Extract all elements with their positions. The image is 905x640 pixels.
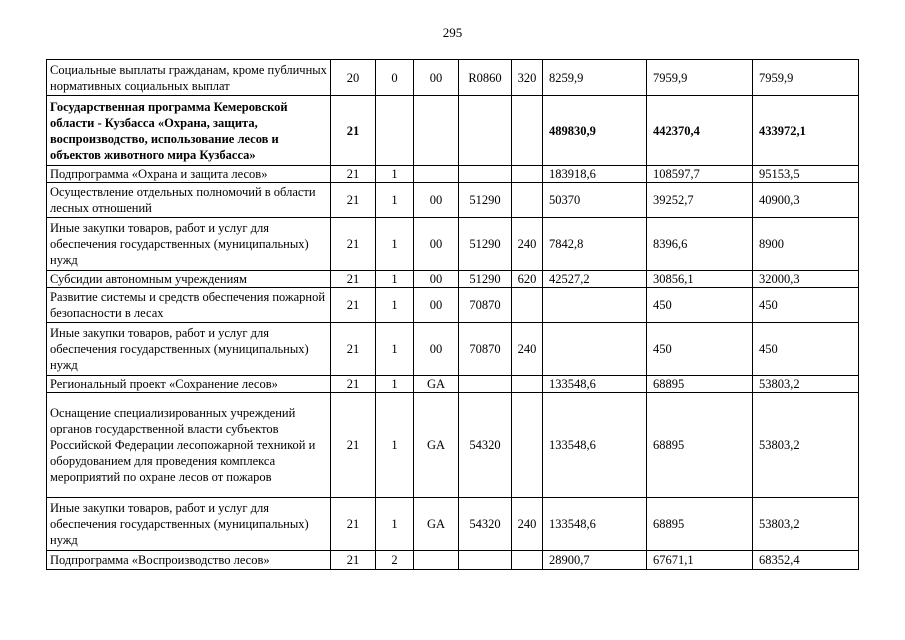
table-row bbox=[47, 271, 859, 288]
code-c-cell: GA bbox=[414, 393, 459, 498]
code-c-cell bbox=[414, 166, 459, 183]
code-d-cell: 51290 bbox=[459, 271, 512, 288]
code-a-cell: 21 bbox=[331, 183, 376, 218]
value-2-cell: 67671,1 bbox=[647, 551, 753, 570]
code-d-cell bbox=[459, 376, 512, 393]
code-c-cell: GA bbox=[414, 376, 459, 393]
value-3-cell: 53803,2 bbox=[753, 393, 859, 498]
value-1-cell bbox=[543, 288, 647, 323]
code-b-cell: 1 bbox=[376, 218, 414, 271]
row-name-cell: Подпрограмма «Воспроизводство лесов» bbox=[47, 551, 331, 570]
code-e-cell bbox=[512, 288, 543, 323]
code-a-cell: 21 bbox=[331, 271, 376, 288]
code-e-cell bbox=[512, 551, 543, 570]
code-e-cell: 240 bbox=[512, 323, 543, 376]
code-a-cell: 20 bbox=[331, 60, 376, 96]
code-d-cell bbox=[459, 551, 512, 570]
value-2-cell: 450 bbox=[647, 288, 753, 323]
row-name-cell: Иные закупки товаров, работ и услуг для обеспечения государственных (муниципальных) нужд bbox=[47, 323, 331, 376]
value-2-cell: 442370,4 bbox=[647, 96, 753, 166]
page-number: 295 bbox=[442, 25, 463, 40]
row-name-cell: Региональный проект «Сохранение лесов» bbox=[47, 376, 331, 393]
code-b-cell: 1 bbox=[376, 376, 414, 393]
row-name-cell: Государственная программа Кемеровской области - Кузбасса «Охрана, защита, воспроизводство, использование лесов и объектов животного мира Кузбасса» bbox=[47, 96, 331, 166]
value-2-cell: 68895 bbox=[647, 393, 753, 498]
table-row bbox=[47, 498, 859, 551]
row-name-cell: Развитие системы и средств обеспечения пожарной безопасности в лесах bbox=[47, 288, 331, 323]
code-c-cell: 00 bbox=[414, 288, 459, 323]
code-d-cell: 54320 bbox=[459, 393, 512, 498]
code-c-cell: 00 bbox=[414, 271, 459, 288]
table-row bbox=[47, 288, 859, 323]
value-2-cell: 68895 bbox=[647, 498, 753, 551]
value-3-cell: 53803,2 bbox=[753, 498, 859, 551]
value-1-cell: 489830,9 bbox=[543, 96, 647, 166]
value-3-cell: 450 bbox=[753, 323, 859, 376]
value-3-cell: 8900 bbox=[753, 218, 859, 271]
value-1-cell: 133548,6 bbox=[543, 376, 647, 393]
value-2-cell: 30856,1 bbox=[647, 271, 753, 288]
value-2-cell: 450 bbox=[647, 323, 753, 376]
code-d-cell bbox=[459, 166, 512, 183]
value-1-cell: 7842,8 bbox=[543, 218, 647, 271]
code-a-cell: 21 bbox=[331, 96, 376, 166]
budget-table bbox=[46, 59, 859, 570]
code-e-cell bbox=[512, 166, 543, 183]
code-a-cell: 21 bbox=[331, 498, 376, 551]
code-d-cell: 54320 bbox=[459, 498, 512, 551]
value-1-cell: 50370 bbox=[543, 183, 647, 218]
row-name-cell: Субсидии автономным учреждениям bbox=[47, 271, 331, 288]
code-d-cell: 51290 bbox=[459, 218, 512, 271]
code-e-cell bbox=[512, 96, 543, 166]
code-e-cell: 240 bbox=[512, 498, 543, 551]
table-row bbox=[47, 166, 859, 183]
value-2-cell: 108597,7 bbox=[647, 166, 753, 183]
code-b-cell: 1 bbox=[376, 271, 414, 288]
code-e-cell bbox=[512, 393, 543, 498]
code-b-cell: 1 bbox=[376, 166, 414, 183]
table-row bbox=[47, 96, 859, 166]
value-2-cell: 7959,9 bbox=[647, 60, 753, 96]
code-e-cell: 620 bbox=[512, 271, 543, 288]
value-2-cell: 8396,6 bbox=[647, 218, 753, 271]
table-row bbox=[47, 60, 859, 96]
row-name-cell: Социальные выплаты гражданам, кроме публичных нормативных социальных выплат bbox=[47, 60, 331, 96]
code-c-cell: 00 bbox=[414, 218, 459, 271]
value-3-cell: 450 bbox=[753, 288, 859, 323]
code-e-cell bbox=[512, 376, 543, 393]
code-e-cell: 240 bbox=[512, 218, 543, 271]
table-row bbox=[47, 551, 859, 570]
code-a-cell: 21 bbox=[331, 551, 376, 570]
row-name-cell: Оснащение специализированных учреждений органов государственной власти субъектов Российской Федерации лесопожарной техникой и оборудованием для проведения комплекса мероприятий по охране лесов от пожаров bbox=[47, 393, 331, 498]
code-c-cell bbox=[414, 551, 459, 570]
code-b-cell: 0 bbox=[376, 60, 414, 96]
value-1-cell bbox=[543, 323, 647, 376]
value-2-cell: 68895 bbox=[647, 376, 753, 393]
row-name-cell: Осуществление отдельных полномочий в области лесных отношений bbox=[47, 183, 331, 218]
code-c-cell: 00 bbox=[414, 323, 459, 376]
value-1-cell: 28900,7 bbox=[543, 551, 647, 570]
value-3-cell: 433972,1 bbox=[753, 96, 859, 166]
table-row bbox=[47, 183, 859, 218]
code-d-cell: R0860 bbox=[459, 60, 512, 96]
code-a-cell: 21 bbox=[331, 376, 376, 393]
table-row bbox=[47, 218, 859, 271]
code-b-cell: 1 bbox=[376, 323, 414, 376]
code-c-cell bbox=[414, 96, 459, 166]
code-a-cell: 21 bbox=[331, 393, 376, 498]
table-row bbox=[47, 323, 859, 376]
value-3-cell: 40900,3 bbox=[753, 183, 859, 218]
code-b-cell: 1 bbox=[376, 183, 414, 218]
value-1-cell: 133548,6 bbox=[543, 393, 647, 498]
code-d-cell: 70870 bbox=[459, 323, 512, 376]
code-b-cell: 1 bbox=[376, 393, 414, 498]
code-b-cell: 2 bbox=[376, 551, 414, 570]
value-3-cell: 68352,4 bbox=[753, 551, 859, 570]
code-c-cell: 00 bbox=[414, 60, 459, 96]
value-3-cell: 32000,3 bbox=[753, 271, 859, 288]
value-2-cell: 39252,7 bbox=[647, 183, 753, 218]
value-3-cell: 53803,2 bbox=[753, 376, 859, 393]
value-1-cell: 42527,2 bbox=[543, 271, 647, 288]
value-1-cell: 133548,6 bbox=[543, 498, 647, 551]
table-row bbox=[47, 376, 859, 393]
code-d-cell: 51290 bbox=[459, 183, 512, 218]
row-name-cell: Иные закупки товаров, работ и услуг для обеспечения государственных (муниципальных) нужд bbox=[47, 498, 331, 551]
code-d-cell bbox=[459, 96, 512, 166]
code-a-cell: 21 bbox=[331, 323, 376, 376]
value-3-cell: 95153,5 bbox=[753, 166, 859, 183]
value-1-cell: 183918,6 bbox=[543, 166, 647, 183]
row-name-cell: Иные закупки товаров, работ и услуг для обеспечения государственных (муниципальных) нужд bbox=[47, 218, 331, 271]
code-d-cell: 70870 bbox=[459, 288, 512, 323]
value-3-cell: 7959,9 bbox=[753, 60, 859, 96]
code-a-cell: 21 bbox=[331, 166, 376, 183]
code-b-cell: 1 bbox=[376, 288, 414, 323]
table-row bbox=[47, 393, 859, 498]
code-e-cell: 320 bbox=[512, 60, 543, 96]
code-a-cell: 21 bbox=[331, 218, 376, 271]
code-b-cell: 1 bbox=[376, 498, 414, 551]
code-c-cell: GA bbox=[414, 498, 459, 551]
value-1-cell: 8259,9 bbox=[543, 60, 647, 96]
code-b-cell bbox=[376, 96, 414, 166]
code-a-cell: 21 bbox=[331, 288, 376, 323]
code-e-cell bbox=[512, 183, 543, 218]
code-c-cell: 00 bbox=[414, 183, 459, 218]
row-name-cell: Подпрограмма «Охрана и защита лесов» bbox=[47, 166, 331, 183]
